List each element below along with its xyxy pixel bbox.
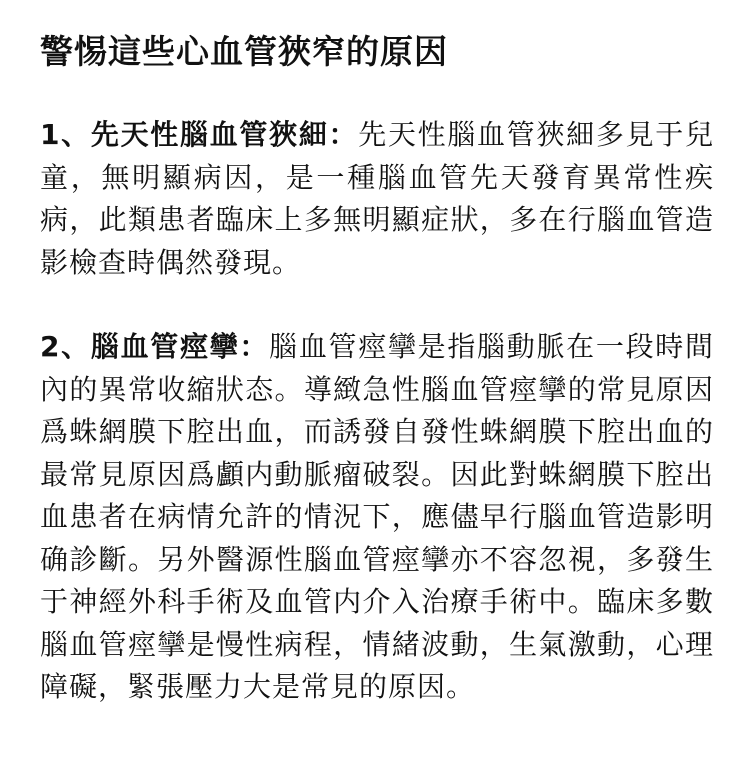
term-vasospasm: 2、腦血管痙攣：: [40, 330, 270, 363]
article-title: 警惕這些心血管狹窄的原因: [40, 32, 448, 71]
paragraph-vasospasm: [40, 326, 714, 709]
body-congenital-stenosis: 先天性腦血管狹細多見于兒童，無明顯病因，是一種腦血管先天發育異常性疾病，此類患者臨床上多無明顯症狀，多在行腦血管造影檢查時偶然發現。: [40, 118, 714, 279]
paragraph-congenital-stenosis: [40, 114, 714, 284]
body-vasospasm: 腦血管痙攣是指腦動脈在一段時間內的異常收縮狀态。導緻急性腦血管痙攣的常見原因爲蛛網膜下腔出血，而誘發自發性蛛網膜下腔出血的最常見原因爲顱内動脈瘤破裂。因此對蛛網膜下腔出血患者在病情允許的情況下，應儘早行腦血管造影明确診斷。另外醫源性腦血管痙攣亦不容忽視，多發生于神經外科手術及血管内介入治療手術中。臨床多數腦血管痙攣是慢性病程，情緒波動，生氣激動，心理障礙，緊張壓力大是常見的原因。: [40, 330, 714, 703]
term-congenital-stenosis: 1、先天性腦血管狹細：: [40, 118, 359, 151]
